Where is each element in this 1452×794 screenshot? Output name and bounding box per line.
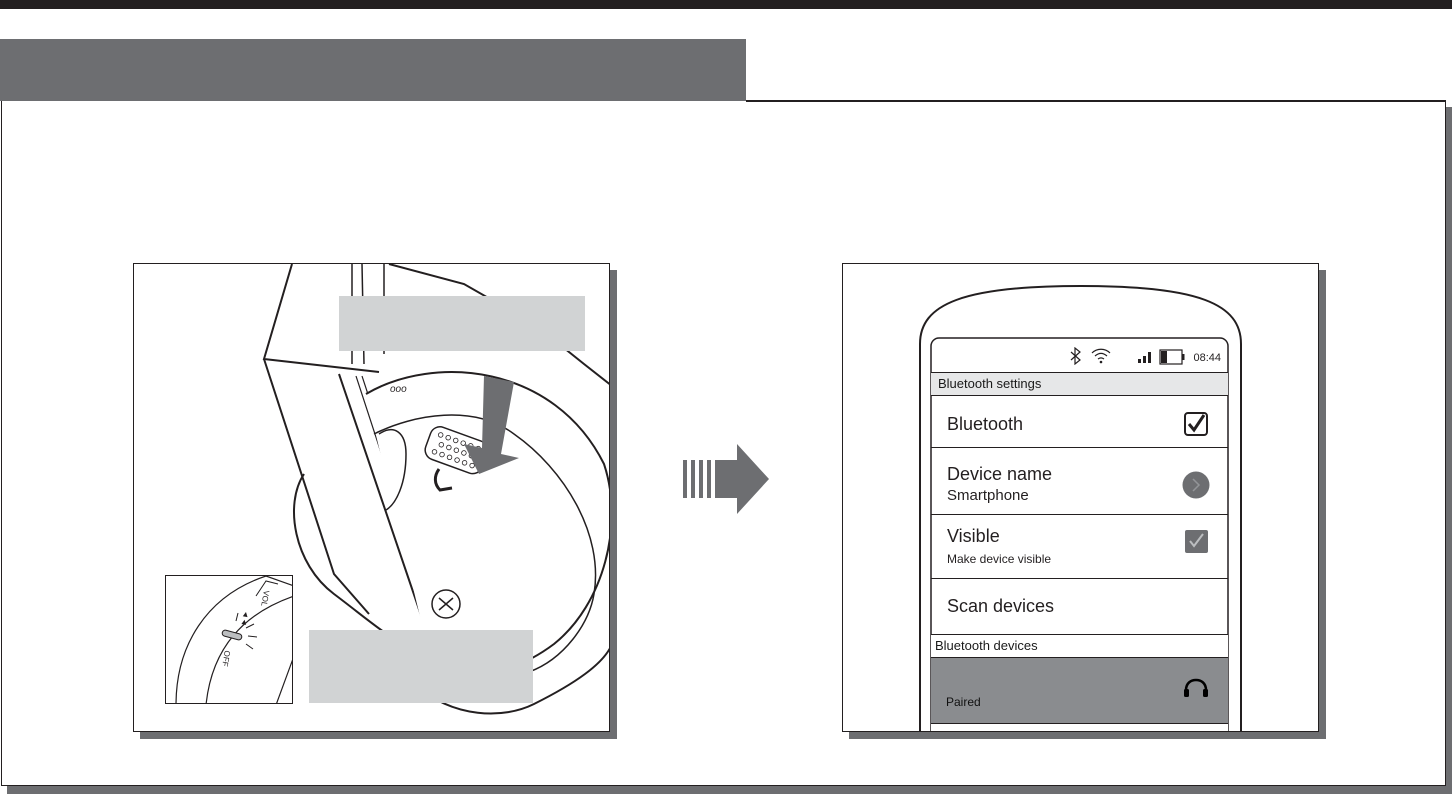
section-title-tab [0, 39, 746, 101]
led-detail-drawing [166, 576, 293, 704]
battery-icon [1159, 349, 1185, 365]
status-time: 08:44 [1193, 352, 1221, 364]
headphones-icon [1183, 678, 1209, 698]
off-label: OFF [220, 649, 232, 668]
bluetooth-icon [1069, 347, 1083, 365]
top-rule [0, 0, 1452, 9]
callout-box-top [339, 296, 585, 351]
visible-toggle-row[interactable] [931, 514, 1228, 578]
wifi-icon [1091, 348, 1111, 364]
paired-device-row[interactable] [931, 657, 1228, 723]
visible-label: Visible [947, 526, 1000, 546]
settings-section-header: Bluetooth settings [931, 372, 1228, 395]
led-detail-inset [165, 575, 293, 704]
visible-checkbox[interactable] [1185, 530, 1208, 553]
bluetooth-label: Bluetooth [947, 414, 1024, 434]
content-frame-top-edge [746, 100, 1446, 102]
scan-devices-row[interactable] [931, 578, 1228, 634]
svg-text:VOL: VOL [259, 589, 271, 607]
svg-text:ooo: ooo [390, 384, 407, 395]
device-name-value: Smartphone [947, 487, 1029, 504]
callout-box-bottom [309, 630, 533, 703]
device-name-row[interactable] [931, 447, 1228, 514]
visible-description: Make device visible [947, 552, 1052, 566]
headphone-illustration-panel [133, 263, 610, 732]
scan-devices-label: Scan devices [947, 596, 1055, 616]
bluetooth-toggle-row[interactable] [931, 395, 1228, 447]
status-bar [931, 338, 1228, 372]
next-step-arrow-icon [683, 444, 769, 514]
phone-illustration-panel [842, 263, 1319, 732]
paired-status: Paired [946, 695, 981, 709]
svg-text:◄◄: ◄◄ [239, 609, 251, 627]
devices-section-header: Bluetooth devices [931, 634, 1228, 657]
device-name-label: Device name [947, 464, 1053, 484]
chevron-right-icon[interactable] [1182, 471, 1210, 499]
signal-icon [1138, 351, 1152, 363]
bluetooth-checkbox[interactable] [1184, 412, 1208, 436]
phone-screen [931, 338, 1228, 732]
list-bottom-edge [931, 723, 1228, 732]
